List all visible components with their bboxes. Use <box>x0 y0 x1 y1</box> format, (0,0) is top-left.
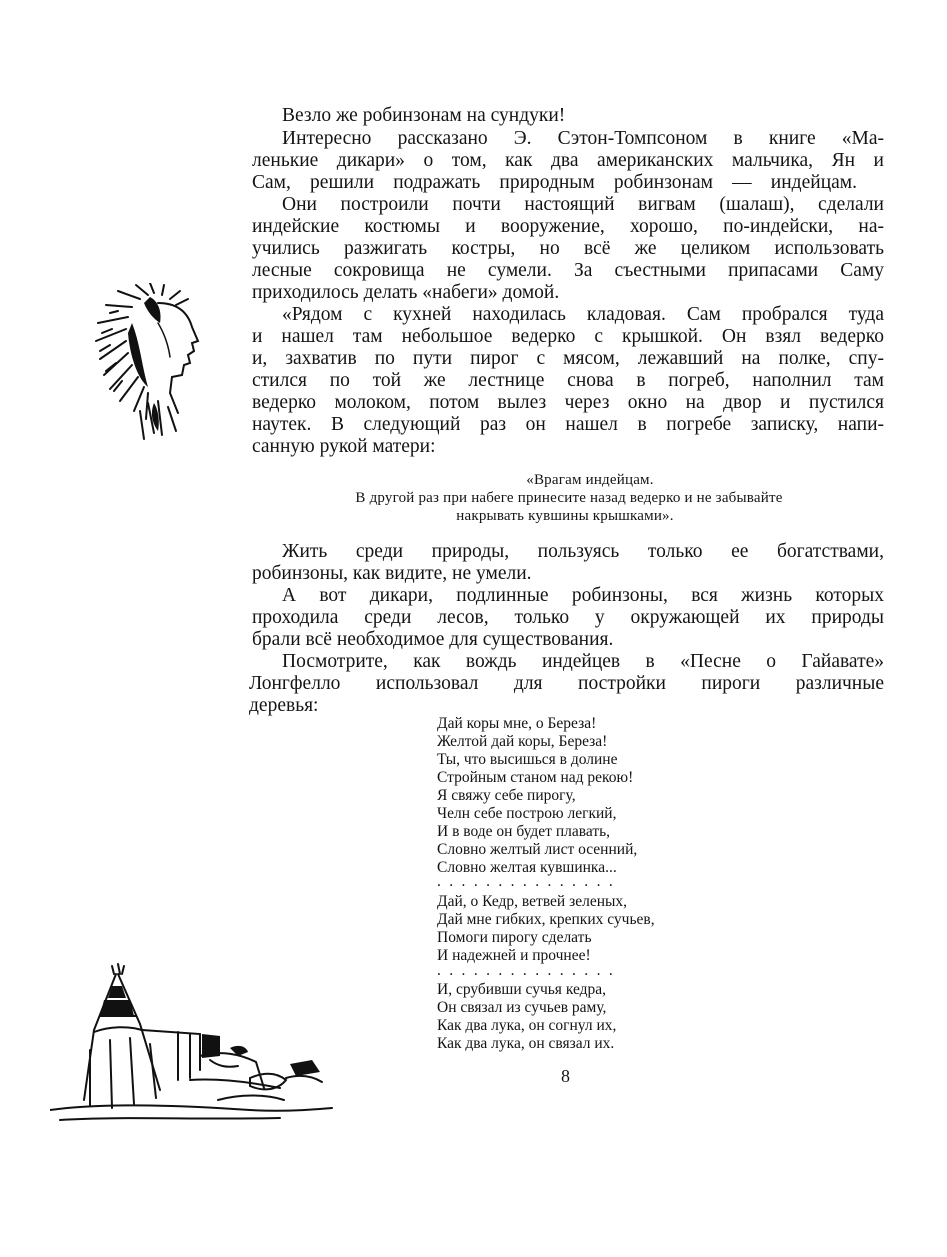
ellipsis-row: ............... <box>437 962 622 979</box>
prose-line: деревья: <box>249 695 319 716</box>
indian-chief-illustration <box>88 283 220 448</box>
verse-line: Ты, что высишься в долине <box>437 751 618 768</box>
verse-line: Стройным станом над рекою! <box>437 769 634 786</box>
prose-line: Лонгфелло использовал для постройки пироги различные <box>249 673 884 694</box>
verse-line: Я свяжу себе пирогу, <box>437 787 576 804</box>
prose-line: Посмотрите, как вождь индейцев в «Песне о Гайавате» <box>282 651 884 672</box>
verse-line: Как два лука, он связал их. <box>437 1035 615 1052</box>
verse-line: Желтой дай коры, Береза! <box>437 733 608 750</box>
verse-line: И надежней и прочнее! <box>437 947 591 964</box>
prose-line: ленькие дикари» о том, как два американских мальчика, Ян и <box>252 150 884 171</box>
prose-line: индейские костюмы и вооружение, хорошо, по-индейски, на- <box>252 216 884 237</box>
prose-line: ведерко молоком, потом вылез через окно на двор и пустился <box>252 392 884 413</box>
note-line: «Врагам индейцам. <box>526 472 654 488</box>
prose-line: Они построили почти настоящий вигвам (шалаш), сделали <box>282 194 884 215</box>
verse-line: И в воде он будет плавать, <box>437 823 611 840</box>
verse-line: Как два лука, он согнул их, <box>437 1017 617 1034</box>
prose-line: наутек. В следующий раз он нашел в погребе записку, напи- <box>252 414 884 435</box>
prose-line: проходила среди лесов, только у окружающей их природы <box>252 607 884 628</box>
prose-line: и, захватив по пути пирог с мясом, лежавший на полке, спу- <box>252 348 884 369</box>
prose-line: учились разжигать костры, но всё же целиком использовать <box>252 238 884 259</box>
prose-line: «Рядом с кухней находилась кладовая. Сам пробрался туда <box>282 304 884 325</box>
verse-line: И, срубивши сучья кедра, <box>437 981 607 998</box>
note-line: В другой раз при набеге принесите назад ведерко и не забывайте <box>355 490 783 506</box>
prose-line: Интересно рассказано Э. Сэтон-Томпсоном в книге «Ма- <box>282 128 884 149</box>
prose-line: А вот дикари, подлинные робинзоны, вся жизнь которых <box>282 585 884 606</box>
prose-line: Сам, решили подражать природным робинзонам — индейцам. <box>252 172 857 193</box>
prose-line: стился по той же лестнице снова в погреб, наполнил там <box>252 370 884 391</box>
verse-line: Он связал из сучьев раму, <box>437 999 607 1016</box>
verse-line: Дай, о Кедр, ветвей зеленых, <box>437 893 628 910</box>
prose-line: санную рукой матери: <box>252 436 436 457</box>
verse-line: Челн себе построю легкий, <box>437 805 617 822</box>
prose-line: Жить среди природы, пользуясь только ее богатствами, <box>282 541 884 562</box>
verse-line: Словно желтая кувшинка... <box>437 859 617 876</box>
verse-line: Дай мне гибких, крепких сучьев, <box>437 911 655 928</box>
prose-line: лесные сокровища не сумели. За съестными припасами Саму <box>252 260 884 281</box>
verse-line: Помоги пирогу сделать <box>437 929 592 946</box>
prose-line: приходилось делать «набеги» домой. <box>252 282 560 303</box>
prose-line: Везло же робинзонам на сундуки! <box>282 105 566 126</box>
prose-line: брали всё необходимое для существования. <box>252 629 614 650</box>
note-line: накрывать кувшины крышками». <box>456 508 674 524</box>
prose-line: робинзоны, как видите, не умели. <box>252 563 532 584</box>
ellipsis-row: ............... <box>437 873 622 890</box>
verse-line: Дай коры мне, о Береза! <box>437 715 597 732</box>
wigwam-camp-illustration <box>50 960 335 1130</box>
verse-line: Словно желтый лист осенний, <box>437 841 638 858</box>
prose-line: и нашел там небольшое ведерко с крышкой. Он взял ведерко <box>252 326 884 347</box>
page-number: 8 <box>561 1066 570 1086</box>
